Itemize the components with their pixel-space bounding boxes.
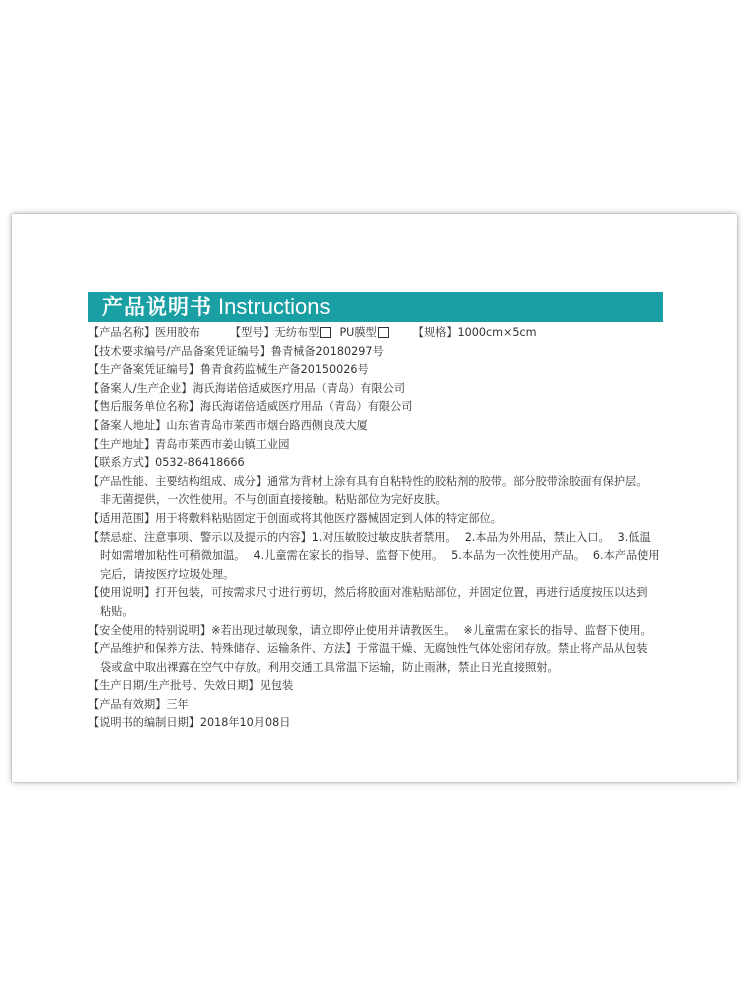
label: 【技术要求编号/产品备案凭证编号】 — [88, 344, 271, 358]
label: 【禁忌症、注意事项、警示以及提示的内容】 — [88, 530, 312, 544]
value: 海氏海诺倍适威医疗用品（青岛）有限公司 — [192, 381, 406, 395]
label: 【产品维护和保养方法、特殊储存、运输条件、方法】 — [88, 642, 357, 656]
value: 山东省青岛市莱西市烟台路西侧良茂大厦 — [166, 418, 368, 432]
label: 【产品性能、主要结构组成、成分】 — [88, 474, 268, 488]
value: 于常温干燥、无腐蚀性气体处密闭存放。禁止将产品从包装 — [356, 642, 648, 656]
instruction-content — [88, 324, 678, 733]
row-contact — [88, 454, 678, 473]
model-option-nonwoven: 无纺布型 — [274, 326, 320, 339]
label: 【生产日期/生产批号、失效日期】 — [88, 679, 260, 693]
value: 医用胶布 — [155, 326, 200, 339]
value: 4.儿童需在家长的指导、监督下使用。 — [253, 549, 444, 563]
title-bar — [88, 292, 663, 322]
label: 【型号】 — [229, 326, 275, 339]
value: 时如需增加粘性可稍微加温。 — [100, 549, 246, 563]
value: 海氏海诺倍适威医疗用品（青岛）有限公司 — [199, 400, 413, 414]
value-continued: 粘贴。 — [100, 604, 134, 618]
value: ※儿童需在家长的指导、监督下使用。 — [463, 623, 652, 637]
label: 【生产备案凭证编号】 — [88, 363, 200, 377]
value: 用于将敷料粘贴固定于创面或将其他医疗器械固定到人体的特定部位。 — [155, 511, 502, 525]
label: 【规格】 — [412, 326, 458, 339]
value: ※若出现过敏现象，请立即停止使用并请教医生。 — [211, 623, 456, 637]
row-after-sales — [88, 398, 678, 417]
row-product-name — [88, 324, 678, 343]
value: 6.本产品使用 — [592, 549, 660, 563]
label: 【生产地址】 — [88, 437, 156, 451]
row-contraindications — [88, 529, 678, 585]
row-safety — [88, 622, 678, 641]
value-continued — [88, 547, 678, 566]
value: 5.本品为一次性使用产品。 — [451, 549, 585, 563]
row-tech-req — [88, 343, 678, 362]
row-compile-date — [88, 714, 678, 733]
value: 鲁青食药监械生产备20150026号 — [199, 363, 369, 377]
label: 【联系方式】 — [88, 456, 156, 470]
value: 三年 — [166, 697, 189, 711]
row-filer-address — [88, 417, 678, 436]
value: 1.对压敏胶过敏皮肤者禁用。 — [311, 530, 457, 544]
row-filer — [88, 380, 678, 399]
label: 【产品名称】 — [88, 326, 156, 339]
title-chinese: 产品说明书 — [102, 294, 212, 319]
value: 打开包装，可按需求尺寸进行剪切，然后将胶面对准粘贴部位，并固定位置，再进行适度按压以达到 — [155, 586, 648, 600]
row-prod-date — [88, 677, 678, 696]
row-prod-address — [88, 436, 678, 455]
row-scope — [88, 510, 678, 529]
value: 青岛市莱西市姜山镇工业园 — [155, 437, 290, 451]
label: 【备案人/生产企业】 — [88, 381, 193, 395]
label: 【产品有效期】 — [88, 697, 167, 711]
label: 【适用范围】 — [88, 511, 156, 525]
label: 【说明书的编制日期】 — [88, 716, 200, 730]
label: 【使用说明】 — [88, 586, 156, 600]
value: 2.本品为外用品，禁止入口。 — [464, 530, 610, 544]
label: 【备案人地址】 — [88, 418, 167, 432]
checkbox-icon — [320, 327, 331, 338]
label: 【售后服务单位名称】 — [88, 400, 200, 414]
value-continued: 完后，请按医疗垃圾处理。 — [100, 567, 235, 581]
value: 1000cm×5cm — [457, 326, 537, 339]
title-english: Instructions — [218, 294, 331, 319]
row-performance — [88, 473, 678, 510]
value: 0532-86418666 — [155, 456, 245, 470]
value: 通常为背材上涂有具有自粘特性的胶粘剂的胶带。部分胶带涂胶面有保护层。 — [267, 474, 648, 488]
value: 3.低温 — [617, 530, 651, 544]
value-continued: 非无菌提供，一次性使用。不与创面直接接触。粘贴部位为完好皮肤。 — [100, 493, 447, 507]
model-option-pu: PU膜型 — [339, 326, 377, 339]
value: 鲁青械备20180297号 — [270, 344, 384, 358]
value-continued: 袋或盒中取出裸露在空气中存放。利用交通工具常温下运输，防止雨淋，禁止日光直接照射。 — [100, 660, 559, 674]
label: 【安全使用的特别说明】 — [88, 623, 212, 637]
row-maintenance — [88, 640, 678, 677]
value: 2018年10月08日 — [199, 716, 291, 730]
checkbox-icon — [378, 327, 389, 338]
row-validity — [88, 696, 678, 715]
row-usage — [88, 584, 678, 621]
row-prod-record — [88, 361, 678, 380]
value: 见包装 — [259, 679, 294, 693]
